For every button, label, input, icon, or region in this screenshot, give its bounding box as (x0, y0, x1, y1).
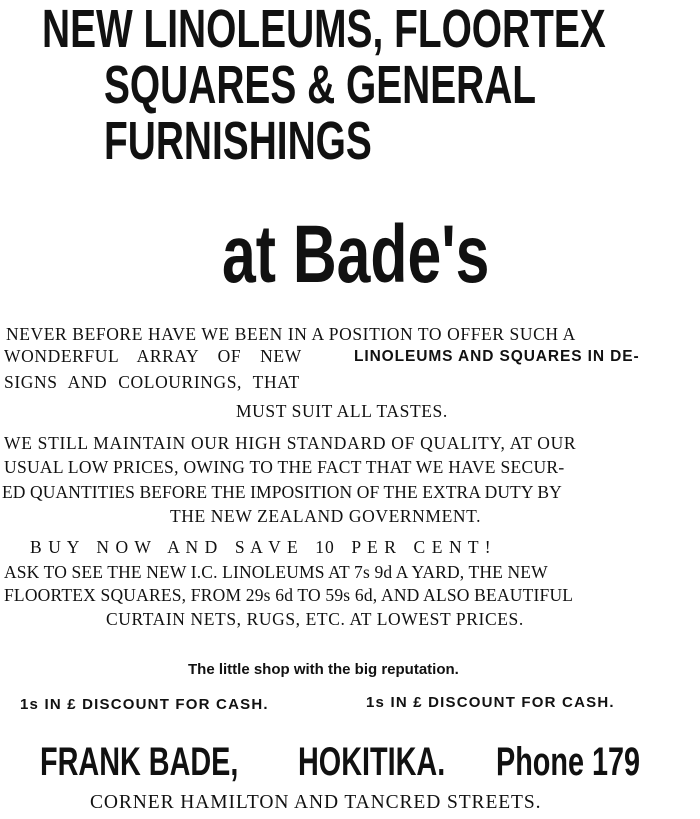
discount-left: 1s IN £ DISCOUNT FOR CASH. (20, 696, 269, 713)
quality-line-1: WE STILL MAINTAIN OUR HIGH STANDARD OF QUALITY, AT OUR (4, 433, 577, 453)
buy-now-banner: B U Y N O W A N D S A V E 10 P E R C E N T ! (30, 537, 492, 557)
store-address: CORNER HAMILTON AND TANCRED STREETS. (90, 792, 542, 813)
intro-line-4: MUST SUIT ALL TASTES. (236, 401, 448, 421)
headline-line-1: NEW LINOLEUMS, FLOORTEX (42, 0, 606, 59)
intro-line-2-right: LINOLEUMS AND SQUARES IN DE- (354, 348, 640, 365)
intro-line-3: SIGNS AND COLOURINGS, THAT (4, 372, 300, 392)
quality-line-4: THE NEW ZEALAND GOVERNMENT. (170, 506, 482, 526)
offer-line-2: FLOORTEX SQUARES, FROM 29s 6d TO 59s 6d, AND ALSO BEAUTIFUL (4, 585, 574, 605)
offer-line-3: CURTAIN NETS, RUGS, ETC. AT LOWEST PRICES. (106, 609, 524, 629)
merchant-town: HOKITIKA. (298, 740, 446, 784)
headline-line-2: SQUARES & GENERAL (104, 55, 537, 115)
phone-number: Phone 179 (496, 740, 641, 784)
quality-line-3: ED QUANTITIES BEFORE THE IMPOSITION OF THE EXTRA DUTY BY (2, 482, 562, 502)
discount-right: 1s IN £ DISCOUNT FOR CASH. (366, 694, 615, 711)
store-name-heading: at Bade's (222, 209, 490, 300)
headline-line-3: FURNISHINGS (104, 111, 372, 171)
intro-line-2-left: WONDERFUL ARRAY OF NEW (4, 346, 302, 366)
tagline: The little shop with the big reputation. (188, 661, 459, 678)
intro-line-1: NEVER BEFORE HAVE WE BEEN IN A POSITION TO OFFER SUCH A (6, 324, 576, 344)
merchant-name: FRANK BADE, (40, 740, 239, 784)
offer-line-1: ASK TO SEE THE NEW I.C. LINOLEUMS AT 7s 9d A YARD, THE NEW (4, 562, 548, 582)
quality-line-2: USUAL LOW PRICES, OWING TO THE FACT THAT WE HAVE SECUR- (4, 457, 565, 477)
